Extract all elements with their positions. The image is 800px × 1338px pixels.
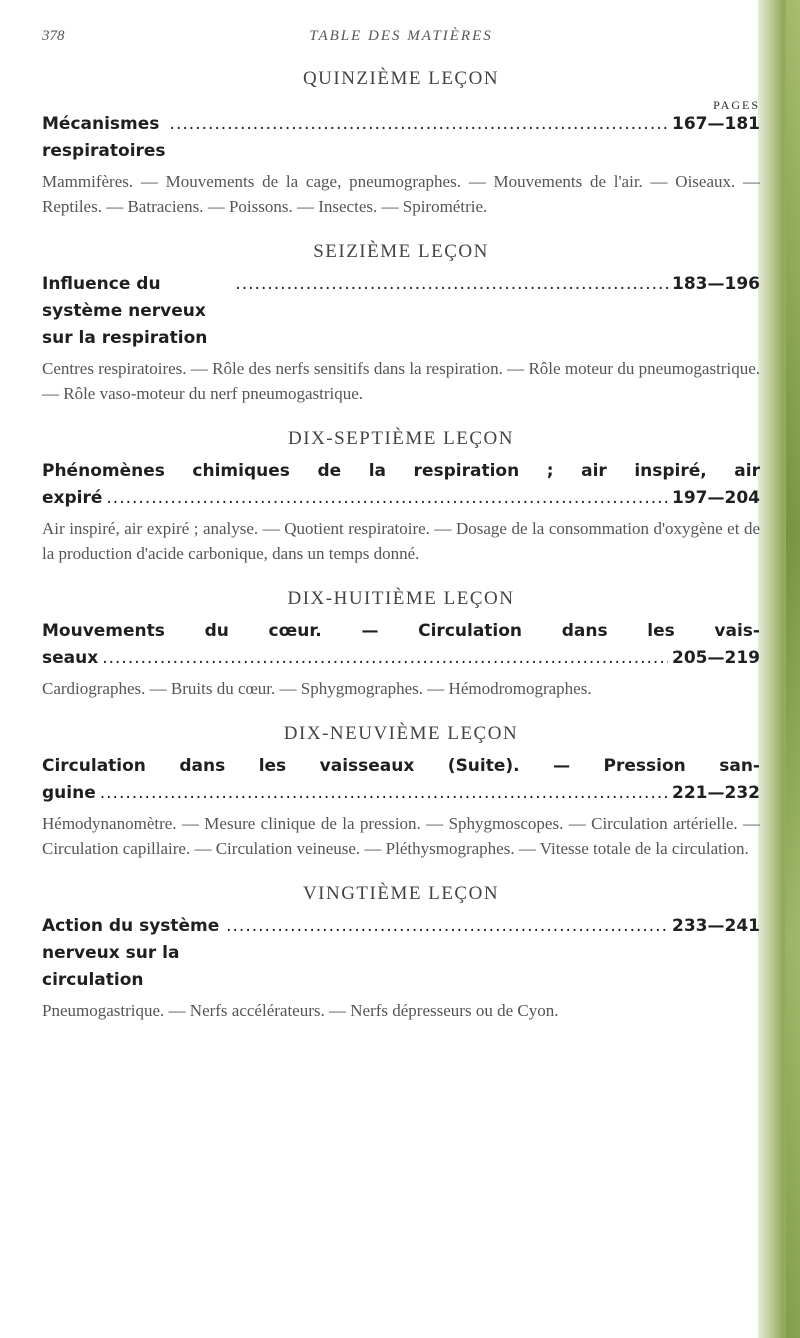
entry-description: Air inspiré, air expiré ; analyse. — Quotient respiratoire. — Dosage de la consommation d'oxygène et de la production d'acide carbonique, dans un temps donné. <box>42 519 760 563</box>
pages-column-label: PAGES <box>713 98 760 112</box>
page-edge-binding <box>786 0 800 1338</box>
page-range: 197—204 <box>672 488 760 508</box>
leader-dots <box>170 111 668 138</box>
leader-dots <box>235 271 668 298</box>
entry-title-text: seaux <box>42 648 99 668</box>
entry-title-text: Action du système nerveux sur la circulation <box>42 916 220 990</box>
entry-title <box>42 780 760 807</box>
entry-title <box>42 271 760 352</box>
table-of-contents-page <box>42 28 760 1045</box>
entry-title <box>42 485 760 512</box>
section-dix-neuvieme <box>42 723 760 861</box>
leader-dots <box>106 485 668 512</box>
entry-title <box>42 645 760 672</box>
entry-title <box>42 111 760 165</box>
entry-title-line: Circulation dans les vaisseaux (Suite). — Pression san- <box>42 756 760 776</box>
entry-description: Cardiographes. — Bruits du cœur. — Sphygmographes. — Hémodromographes. <box>42 679 592 698</box>
page-range: 167—181 <box>672 114 760 134</box>
entry-description: Hémodynanomètre. — Mesure clinique de la pression. — Sphygmoscopes. — Circulation artérielle. — Circulation capillaire. — Circulation veineuse. — Pléthysmographes. — Vitesse totale de la circulation. <box>42 814 760 858</box>
running-head <box>42 28 760 68</box>
page-range: 183—196 <box>672 274 760 294</box>
page-range: 221—232 <box>672 783 760 803</box>
page-range: 233—241 <box>672 916 760 936</box>
lecon-heading: QUINZIÈME LEÇON <box>302 68 500 89</box>
section-dix-septieme <box>42 428 760 566</box>
entry-description: Centres respiratoires. — Rôle des nerfs sensitifs dans la respiration. — Rôle moteur du pneumogastrique. — Rôle vaso-moteur du nerf pneumogastrique. <box>42 359 760 403</box>
entry-title <box>42 913 760 994</box>
entry-title-text: Mécanismes respiratoires <box>42 114 166 161</box>
page-range: 205—219 <box>672 648 760 668</box>
lecon-heading: VINGTIÈME LEÇON <box>302 883 500 904</box>
section-vingtieme <box>42 883 760 1023</box>
lecon-heading: DIX-HUITIÈME LEÇON <box>287 588 515 609</box>
entry-title-text: Influence du système nerveux sur la respiration <box>42 274 208 348</box>
lecon-heading: DIX-SEPTIÈME LEÇON <box>288 428 514 449</box>
entry-title-line: Phénomènes chimiques de la respiration ; air inspiré, air <box>42 461 760 481</box>
leader-dots <box>226 913 668 940</box>
entry-description: Mammifères. — Mouvements de la cage, pneumographes. — Mouvements de l'air. — Oiseaux. — Reptiles. — Batraciens. — Poissons. — Insectes. — Spirométrie. <box>42 172 760 216</box>
running-title: TABLE DES MATIÈRES <box>309 28 493 44</box>
entry-title-line: Mouvements du cœur. — Circulation dans les vais- <box>42 621 760 641</box>
section-seizieme <box>42 241 760 406</box>
lecon-heading: DIX-NEUVIÈME LEÇON <box>283 723 519 744</box>
section-dix-huitieme <box>42 588 760 701</box>
leader-dots <box>102 645 668 672</box>
section-quinzieme <box>42 68 760 219</box>
entry-title-text: expiré <box>42 488 103 508</box>
page-number: 378 <box>42 28 65 44</box>
entry-title-text: guine <box>42 783 96 803</box>
entry-description: Pneumogastrique. — Nerfs accélérateurs. — Nerfs dépresseurs ou de Cyon. <box>42 1001 559 1020</box>
leader-dots <box>100 780 668 807</box>
lecon-heading: SEIZIÈME LEÇON <box>313 241 489 262</box>
